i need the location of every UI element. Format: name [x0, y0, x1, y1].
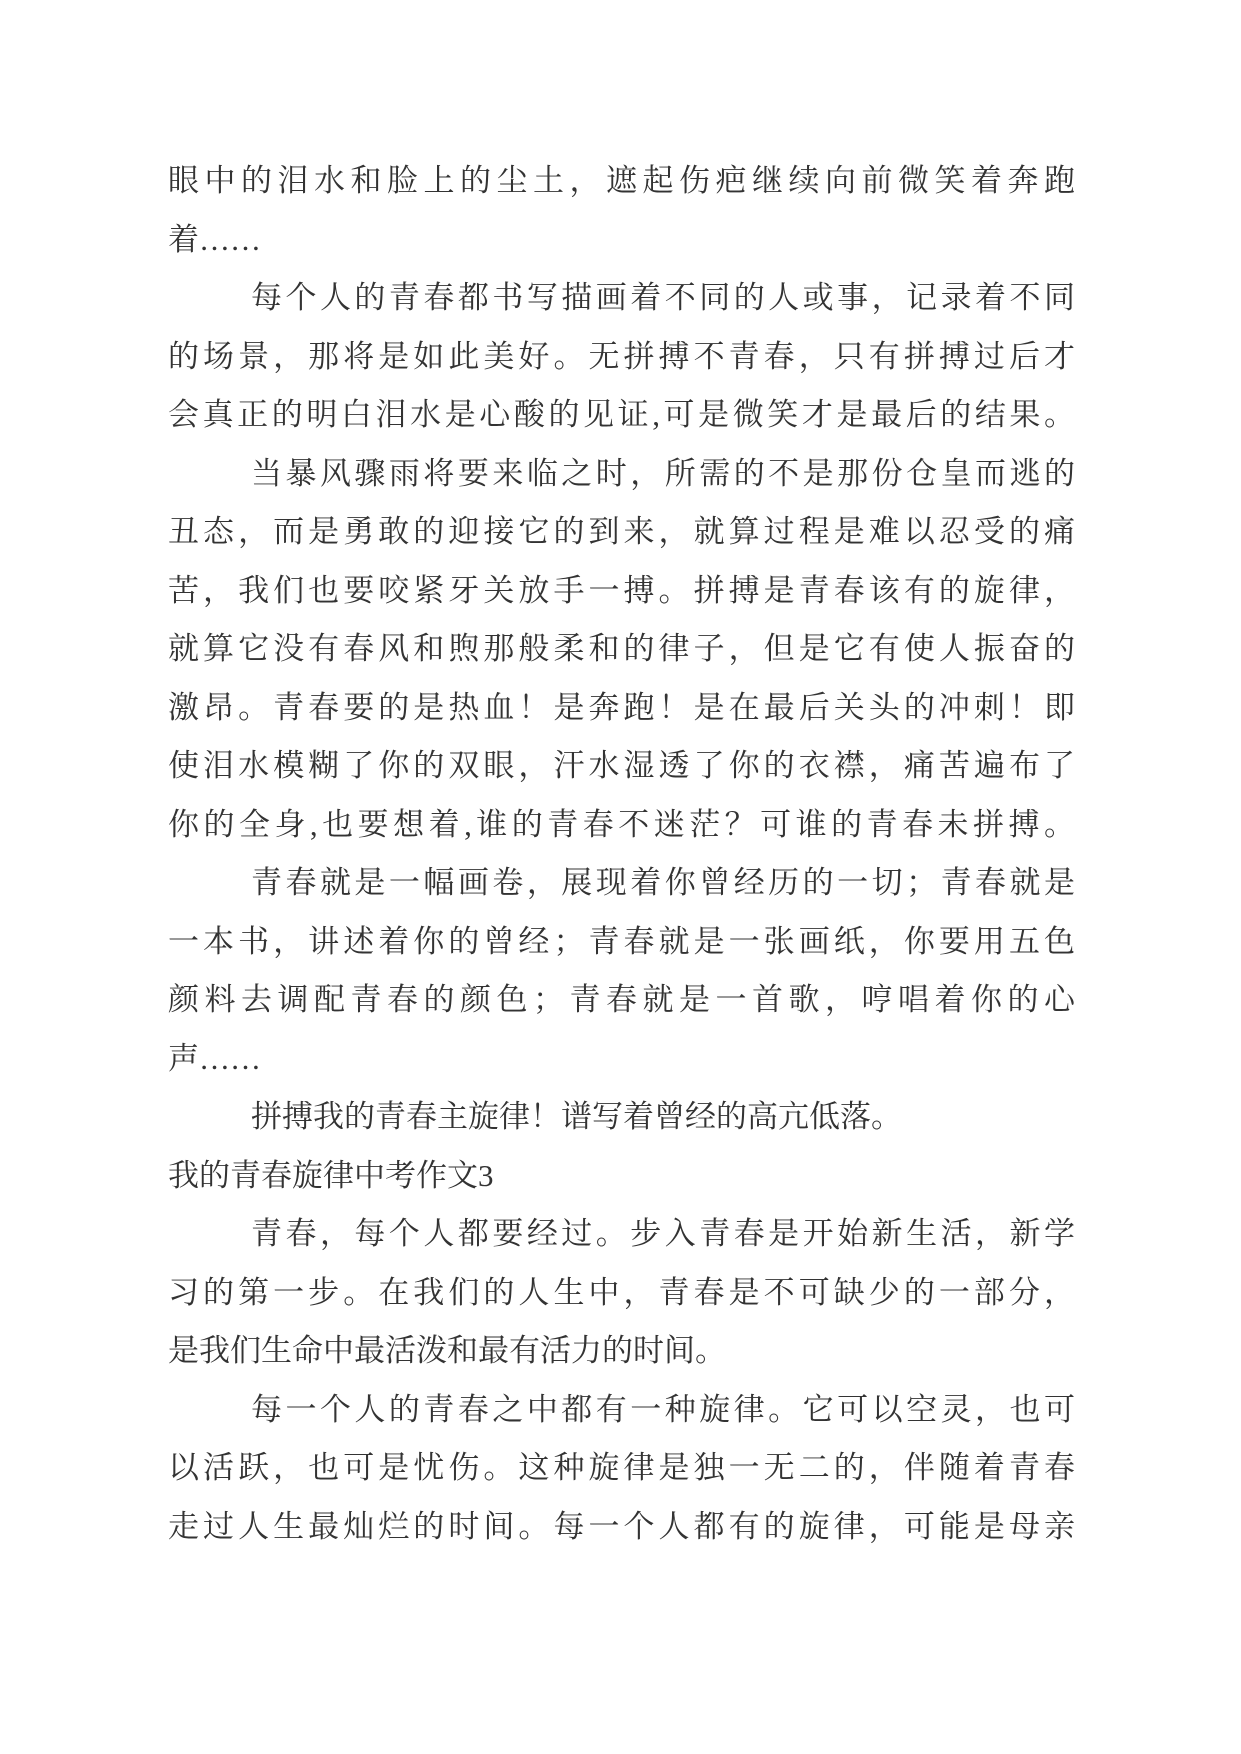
text-line: 是我们生命中最活泼和最有活力的时间。	[168, 1333, 726, 1368]
text-line: 拼搏我的青春主旋律！谱写着曾经的高亢低落。	[251, 1099, 902, 1134]
text-line: 使泪水模糊了你的双眼，汗水湿透了你的衣襟，痛苦遍布了	[168, 748, 1075, 783]
text-line: 苦，我们也要咬紧牙关放手一搏。拼搏是青春该有的旋律，	[168, 572, 1075, 608]
text-line: 的场景，那将是如此美好。无拼搏不青春，只有拼搏过后才	[168, 338, 1075, 374]
text-line: 青春，每个人都要经过。步入青春是开始新生活，新学	[251, 1216, 1075, 1251]
text-line: 以活跃，也可是忧伤。这种旋律是独一无二的，伴随着青春	[168, 1450, 1075, 1485]
essay-text-block	[168, 152, 1075, 1556]
text-line: 声……	[168, 1040, 261, 1076]
section-heading: 我的青春旋律中考作文3	[168, 1157, 494, 1193]
text-line: 当暴风骤雨将要来临之时，所需的不是那份仓皇而逃的	[251, 455, 1075, 491]
text-line: 每个人的青春都书写描画着不同的人或事，记录着不同	[251, 280, 1075, 315]
text-line: 一本书，讲述着你的曾经；青春就是一张画纸，你要用五色	[168, 923, 1075, 959]
text-line: 青春就是一幅画卷，展现着你曾经历的一切；青春就是	[251, 865, 1075, 900]
text-line: 你的全身,也要想着,谁的青春不迷茫？可谁的青春未拼搏。	[168, 806, 1075, 842]
text-line: 就算它没有春风和煦那般柔和的律子，但是它有使人振奋的	[168, 631, 1075, 666]
text-line: 眼中的泪水和脸上的尘土，遮起伤疤继续向前微笑着奔跑	[168, 163, 1075, 198]
text-line: 丑态，而是勇敢的迎接它的到来，就算过程是难以忍受的痛	[168, 514, 1075, 549]
text-line: 每一个人的青春之中都有一种旋律。它可以空灵，也可	[251, 1391, 1075, 1427]
text-line: 会真正的明白泪水是心酸的见证,可是微笑才是最后的结果。	[168, 397, 1075, 432]
text-line: 习的第一步。在我们的人生中，青春是不可缺少的一部分，	[168, 1274, 1075, 1310]
text-line: 激昂。青春要的是热血！是奔跑！是在最后关头的冲刺！即	[168, 689, 1075, 725]
text-line: 走过人生最灿烂的时间。每一个人都有的旋律，可能是母亲	[168, 1508, 1075, 1544]
text-line: 颜料去调配青春的颜色；青春就是一首歌，哼唱着你的心	[168, 982, 1075, 1017]
text-line: 着……	[168, 221, 261, 257]
